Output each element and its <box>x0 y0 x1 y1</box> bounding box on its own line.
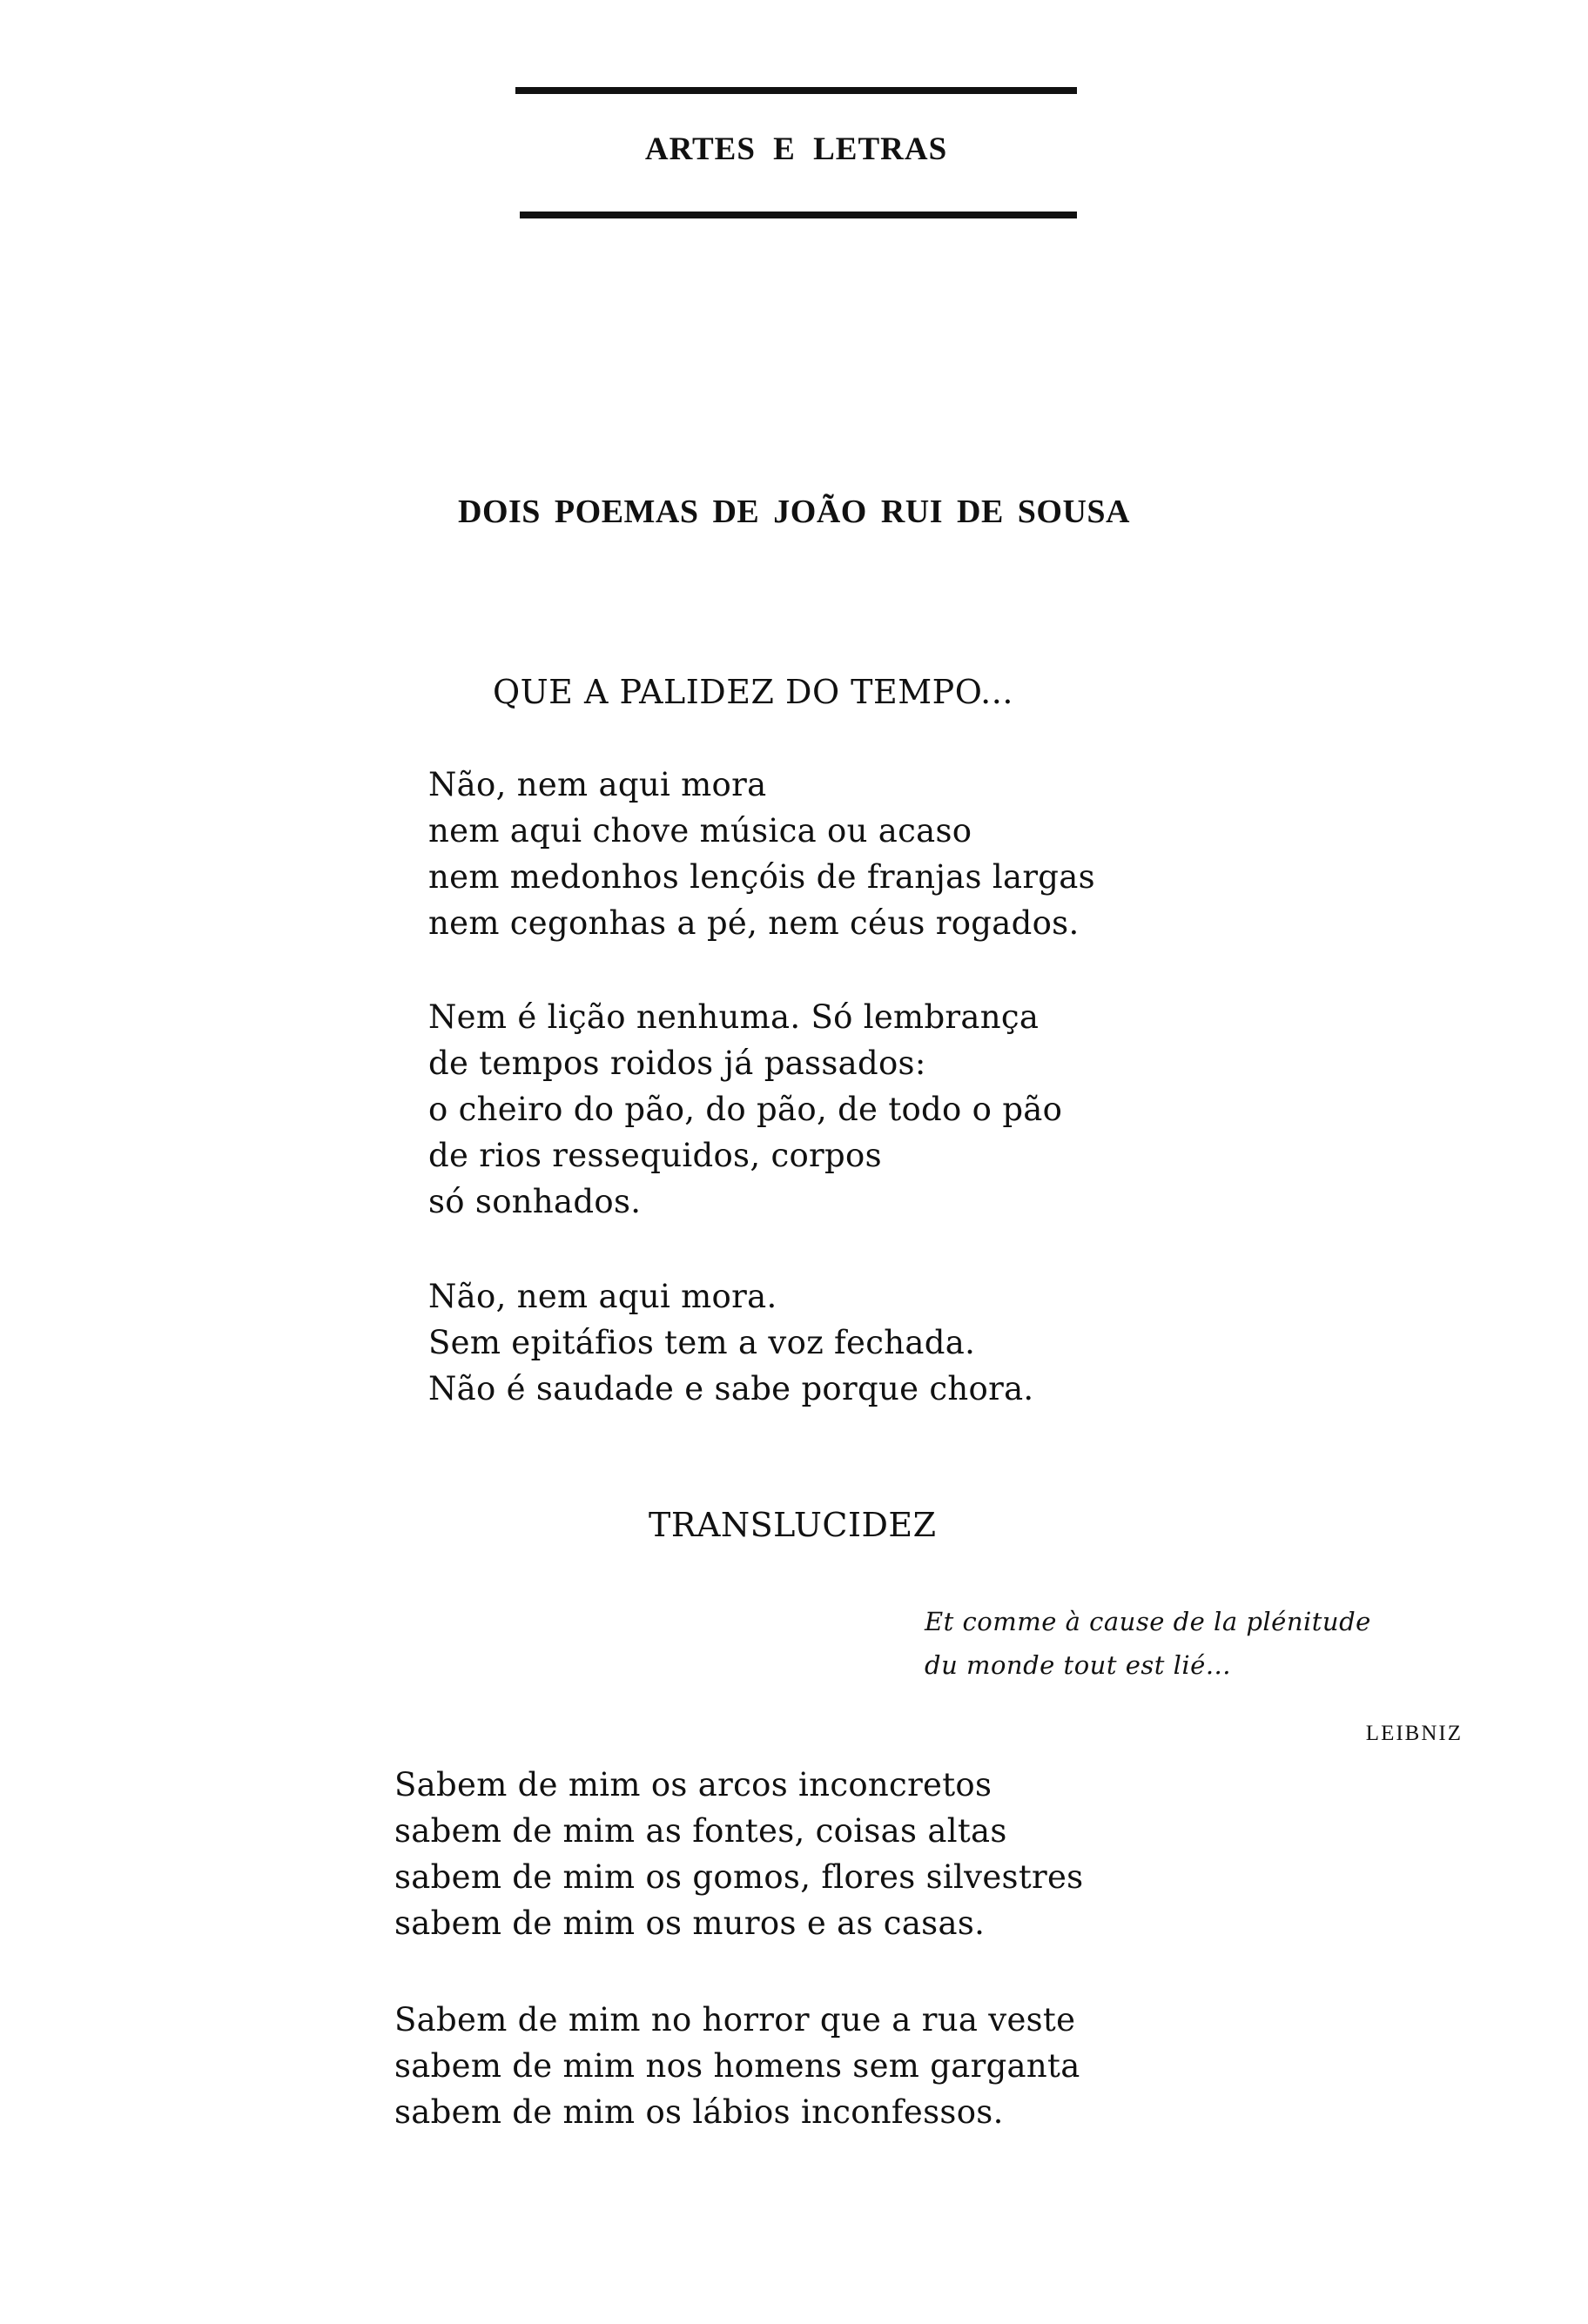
poem-line: sabem de mim os muros e as casas. <box>394 1904 986 1942</box>
poem-line: Sabem de mim os arcos inconcretos <box>394 1766 992 1803</box>
poem-line: o cheiro do pão, do pão, de todo o pão <box>428 1091 1063 1128</box>
poem-line: sabem de mim os gomos, flores silvestres <box>394 1858 1084 1896</box>
poem-line: de rios ressequidos, corpos <box>428 1137 882 1174</box>
poem-line: só sonhados. <box>428 1183 642 1220</box>
section-heading: ARTES E LETRAS <box>644 131 948 167</box>
poem-line: sabem de mim nos homens sem garganta <box>394 2047 1080 2085</box>
poem-stanza <box>428 762 1095 946</box>
poem-line: nem aqui chove música ou acaso <box>428 812 972 850</box>
poem-line: sabem de mim as fontes, coisas altas <box>394 1812 1007 1850</box>
poem-line: Sabem de mim no horror que a rua veste <box>394 2001 1076 2039</box>
header-rule-top <box>515 87 1077 94</box>
poem-line: de tempos roidos já passados: <box>428 1044 926 1082</box>
poem-title: TRANSLUCIDEZ <box>649 1506 937 1544</box>
poem-title: QUE A PALIDEZ DO TEMPO... <box>493 673 1013 711</box>
poem-stanza <box>428 994 1062 1225</box>
poem-line: Sem epitáfios tem a voz fechada. <box>428 1324 976 1361</box>
epigraph-line: du monde tout est lié... <box>925 1650 1231 1680</box>
poem-line: nem cegonhas a pé, nem céus rogados. <box>428 904 1080 942</box>
poem-stanza <box>428 1273 1034 1412</box>
poem-line: Nem é lição nenhuma. Só lembrança <box>428 998 1040 1036</box>
article-title: DOIS POEMAS DE JOÃO RUI DE SOUSA <box>458 494 1130 530</box>
epigraph-author: LEIBNIZ <box>1365 1722 1463 1745</box>
poem-line: Não é saudade e sabe porque chora. <box>428 1370 1034 1407</box>
poem-stanza <box>394 1997 1080 2135</box>
epigraph-line: Et comme à cause de la plénitude <box>925 1607 1371 1636</box>
poem-line: Não, nem aqui mora <box>428 766 767 803</box>
poem-line: Não, nem aqui mora. <box>428 1278 777 1315</box>
header-rule-bottom <box>520 212 1077 218</box>
poem-line: nem medonhos lençóis de franjas largas <box>428 858 1095 896</box>
poem-stanza <box>394 1762 1083 1946</box>
epigraph <box>925 1600 1371 1687</box>
poem-line: sabem de mim os lábios inconfessos. <box>394 2093 1004 2131</box>
